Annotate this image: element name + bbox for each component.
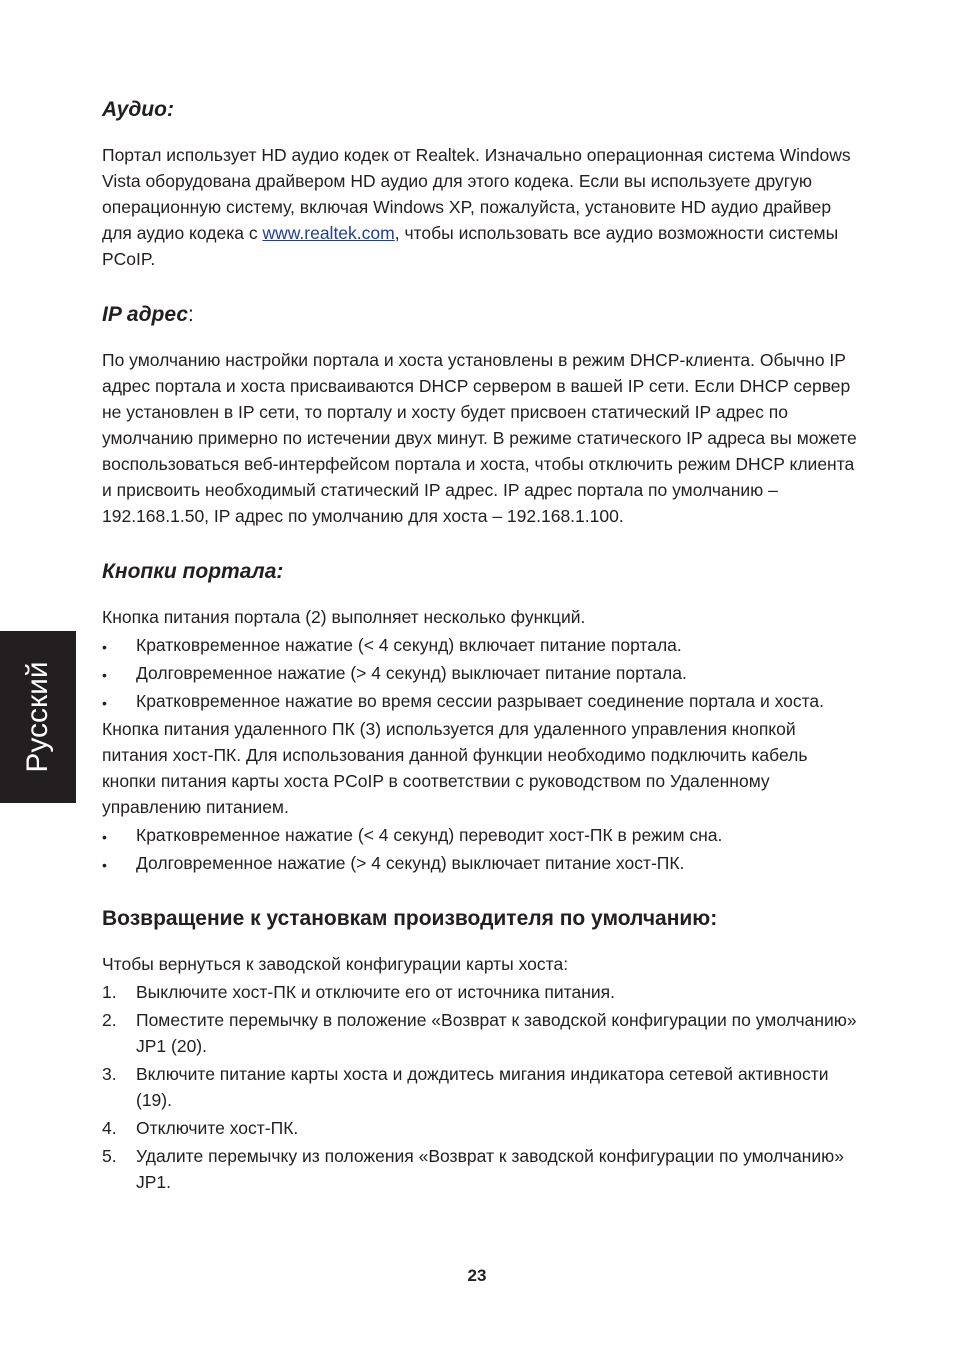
list-item-text: Кратковременное нажатие во время сессии разрывает соединение портала и хоста. [136, 691, 825, 711]
step-text: Выключите хост-ПК и отключите его от источника питания. [136, 982, 616, 1002]
ip-paragraph: По умолчанию настройки портала и хоста установлены в режим DHCP-клиента. Обычно IP адрес портала и хоста присваиваются DHCP сервером в вашей IP сети. Если DHCP сервер не установлен в IP сети, то порталу и хосту будет присвоен статический IP адрес по умолчанию примерно по истечении двух минут. В режиме статического IP адреса вы можете воспользоваться веб-интерфейсом портала и хоста, чтобы отключить режим DHCP клиента и присвоить необходимый статический IP адрес. IP адрес портала по умолчанию – 192.168.1.50, IP адрес по умолчанию для хоста – 192.168.1.100. [102, 350, 857, 526]
language-side-tab [0, 631, 76, 803]
step-number: 4. [102, 1118, 117, 1138]
list-item [102, 1143, 862, 1195]
audio-text-before-link: Портал использует HD аудио кодек от Realtek. Изначально операционная система Windows Vista оборудована драйвером HD аудио для этого кодека. Если вы используете другую операционную систему, включая Windows XP, пожалуйста, установите HD аудио драйвер для аудио кодека с [102, 145, 851, 243]
language-side-tab-label: Русский [21, 661, 54, 773]
remote-button-list [102, 822, 862, 876]
bullet-marker: • [102, 667, 107, 683]
reset-steps-list [102, 979, 862, 1195]
step-text: Удалите перемычку из положения «Возврат к заводской конфигурации по умолчанию» JP1. [136, 1146, 844, 1192]
bullet-marker: • [102, 639, 107, 655]
audio-paragraph [102, 142, 862, 272]
page-number: 23 [467, 1266, 487, 1285]
ip-heading [102, 298, 862, 332]
ip-heading-text: IP адрес [102, 303, 188, 326]
list-item [102, 1007, 862, 1059]
audio-text-after-link: , чтобы использовать все аудио возможности системы PCoIP. [102, 223, 839, 269]
step-number: 1. [102, 982, 117, 1002]
step-number: 3. [102, 1064, 117, 1084]
audio-section [102, 93, 862, 272]
list-item-text: Долговременное нажатие (> 4 секунд) выключает питание портала. [136, 663, 687, 683]
buttons-intro-2: Кнопка питания удаленного ПК (3) используется для удаленного управления кнопкой питания хост-ПК. Для использования данной функции необходимо подключить кабель кнопки питания карты хоста PCoIP в соответствии с руководством по Удаленному управлению питанием. [102, 719, 808, 817]
list-item [102, 822, 862, 848]
list-item [102, 1061, 862, 1113]
reset-intro: Чтобы вернуться к заводской конфигурации карты хоста: [102, 954, 569, 974]
buttons-intro-1: Кнопка питания портала (2) выполняет несколько функций. [102, 607, 586, 627]
buttons-heading: Кнопки портала: [102, 560, 284, 583]
reset-section [102, 902, 862, 1195]
list-item [102, 850, 862, 876]
step-text: Отключите хост-ПК. [136, 1118, 299, 1138]
buttons-section [102, 555, 862, 876]
list-item-text: Кратковременное нажатие (< 4 секунд) переводит хост-ПК в режим сна. [136, 825, 723, 845]
step-number: 2. [102, 1010, 117, 1030]
step-text: Поместите перемычку в положение «Возврат к заводской конфигурации по умолчанию» JP1 (20). [136, 1010, 857, 1056]
list-item-text: Кратковременное нажатие (< 4 секунд) включает питание портала. [136, 635, 682, 655]
reset-heading: Возвращение к установкам производителя по умолчанию: [102, 907, 718, 930]
list-item-text: Долговременное нажатие (> 4 секунд) выключает питание хост-ПК. [136, 853, 685, 873]
bullet-marker: • [102, 695, 107, 711]
list-item [102, 660, 862, 686]
bullet-marker: • [102, 829, 107, 845]
portal-button-list [102, 632, 862, 714]
list-item [102, 632, 862, 658]
bullet-marker: • [102, 857, 107, 873]
audio-heading: Аудио: [102, 98, 174, 121]
ip-heading-colon: : [188, 303, 194, 326]
step-text: Включите питание карты хоста и дождитесь мигания индикатора сетевой активности (19). [136, 1064, 829, 1110]
step-number: 5. [102, 1146, 117, 1166]
realtek-link[interactable]: www.realtek.com [262, 223, 395, 243]
list-item [102, 979, 862, 1005]
ip-section [102, 298, 862, 529]
list-item [102, 688, 862, 714]
page-content [102, 93, 862, 1221]
list-item [102, 1115, 862, 1141]
